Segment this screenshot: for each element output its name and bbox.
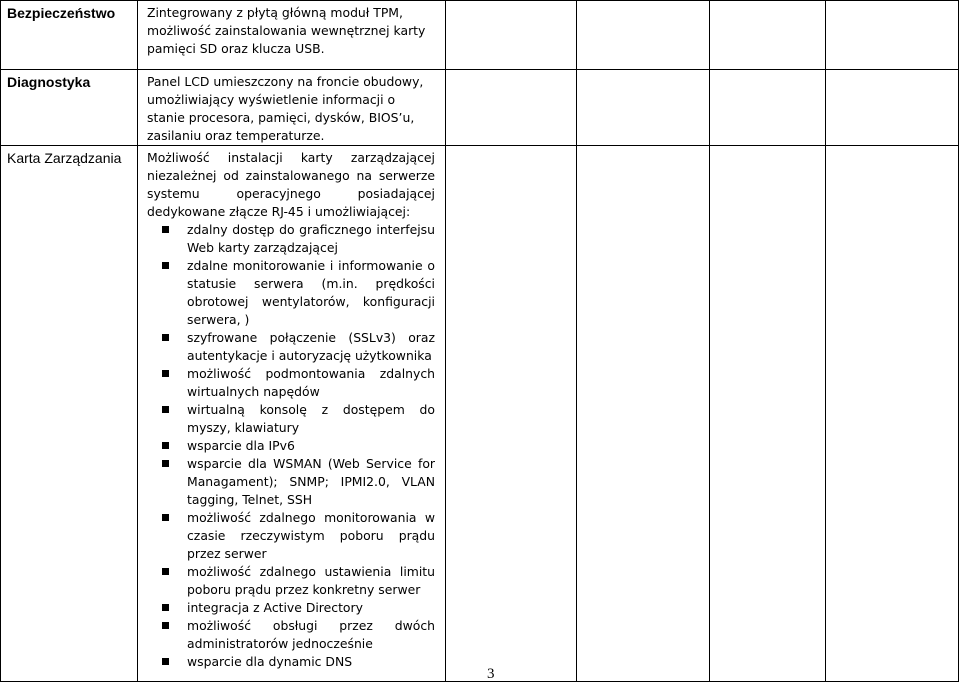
list-item: wsparcie dla IPv6 <box>147 437 435 455</box>
cell-description <box>138 70 446 146</box>
feature-list <box>147 221 435 671</box>
empty-cell <box>446 1 577 70</box>
empty-cell <box>710 1 826 70</box>
management-card-content <box>138 146 445 671</box>
empty-cell <box>577 70 710 146</box>
empty-cell <box>826 1 959 70</box>
list-item: możliwość zdalnego ustawienia limitu poboru prądu przez konkretny serwer <box>147 563 435 599</box>
list-item: zdalne monitorowanie i informowanie o statusie serwera (m.in. prędkości obrotowej wentylatorów, konfiguracji serwera, ) <box>147 257 435 329</box>
empty-cell <box>446 70 577 146</box>
square-bullet-icon <box>162 262 169 269</box>
empty-cell <box>710 146 826 682</box>
cell-description <box>138 1 446 70</box>
cell-label <box>1 70 138 146</box>
list-item: możliwość zdalnego monitorowania w czasie rzeczywistym poboru prądu przez serwer <box>147 509 435 563</box>
cell-description <box>138 146 446 682</box>
list-item: integracja z Active Directory <box>147 599 435 617</box>
row-label-diagnostics: Diagnostyka <box>7 74 91 90</box>
empty-cell <box>577 1 710 70</box>
page-number: 3 <box>487 666 495 682</box>
cell-label <box>1 1 138 70</box>
empty-cell <box>577 146 710 682</box>
square-bullet-icon <box>162 460 169 467</box>
empty-cell <box>446 146 577 682</box>
list-item: możliwość podmontowania zdalnych wirtualnych napędów <box>147 365 435 401</box>
square-bullet-icon <box>162 370 169 377</box>
table-row-diagnostics <box>1 70 959 146</box>
empty-cell <box>826 146 959 682</box>
list-item: zdalny dostęp do graficznego interfejsu Web karty zarządzającej <box>147 221 435 257</box>
table-row-security <box>1 1 959 70</box>
list-item: wirtualną konsolę z dostępem do myszy, klawiatury <box>147 401 435 437</box>
list-item: wsparcie dla WSMAN (Web Service for Managament); SNMP; IPMI2.0, VLAN tagging, Telnet, SSH <box>147 455 435 509</box>
cell-label <box>1 146 138 682</box>
list-item: szyfrowane połączenie (SSLv3) oraz autentykacje i autoryzację użytkownika <box>147 329 435 365</box>
square-bullet-icon <box>162 658 169 665</box>
list-item: możliwość obsługi przez dwóch administratorów jednocześnie <box>147 617 435 653</box>
empty-cell <box>826 70 959 146</box>
square-bullet-icon <box>162 604 169 611</box>
square-bullet-icon <box>162 568 169 575</box>
empty-cell <box>710 70 826 146</box>
square-bullet-icon <box>162 226 169 233</box>
list-item: wsparcie dla dynamic DNS <box>147 653 435 671</box>
table-row-management-card <box>1 146 959 682</box>
row-description-diagnostics: Panel LCD umieszczony na froncie obudowy, umożliwiający wyświetlenie informacji o stanie procesora, pamięci, dysków, BIOS’u, zasilaniu oraz temperaturze. <box>147 74 424 143</box>
square-bullet-icon <box>162 442 169 449</box>
square-bullet-icon <box>162 622 169 629</box>
management-card-intro: Możliwość instalacji karty zarządzającej niezależnej od zainstalowanego na serwerze systemu operacyjnego posiadającej dedykowane złącze RJ-45 i umożliwiającej: <box>147 150 435 219</box>
row-description-security: Zintegrowany z płytą główną moduł TPM, możliwość zainstalowania wewnętrznej karty pamięci SD oraz klucza USB. <box>147 5 426 56</box>
row-label-security: Bezpieczeństwo <box>7 5 116 21</box>
row-label-management-card: Karta Zarządzania <box>7 150 122 166</box>
square-bullet-icon <box>162 514 169 521</box>
square-bullet-icon <box>162 334 169 341</box>
square-bullet-icon <box>162 406 169 413</box>
